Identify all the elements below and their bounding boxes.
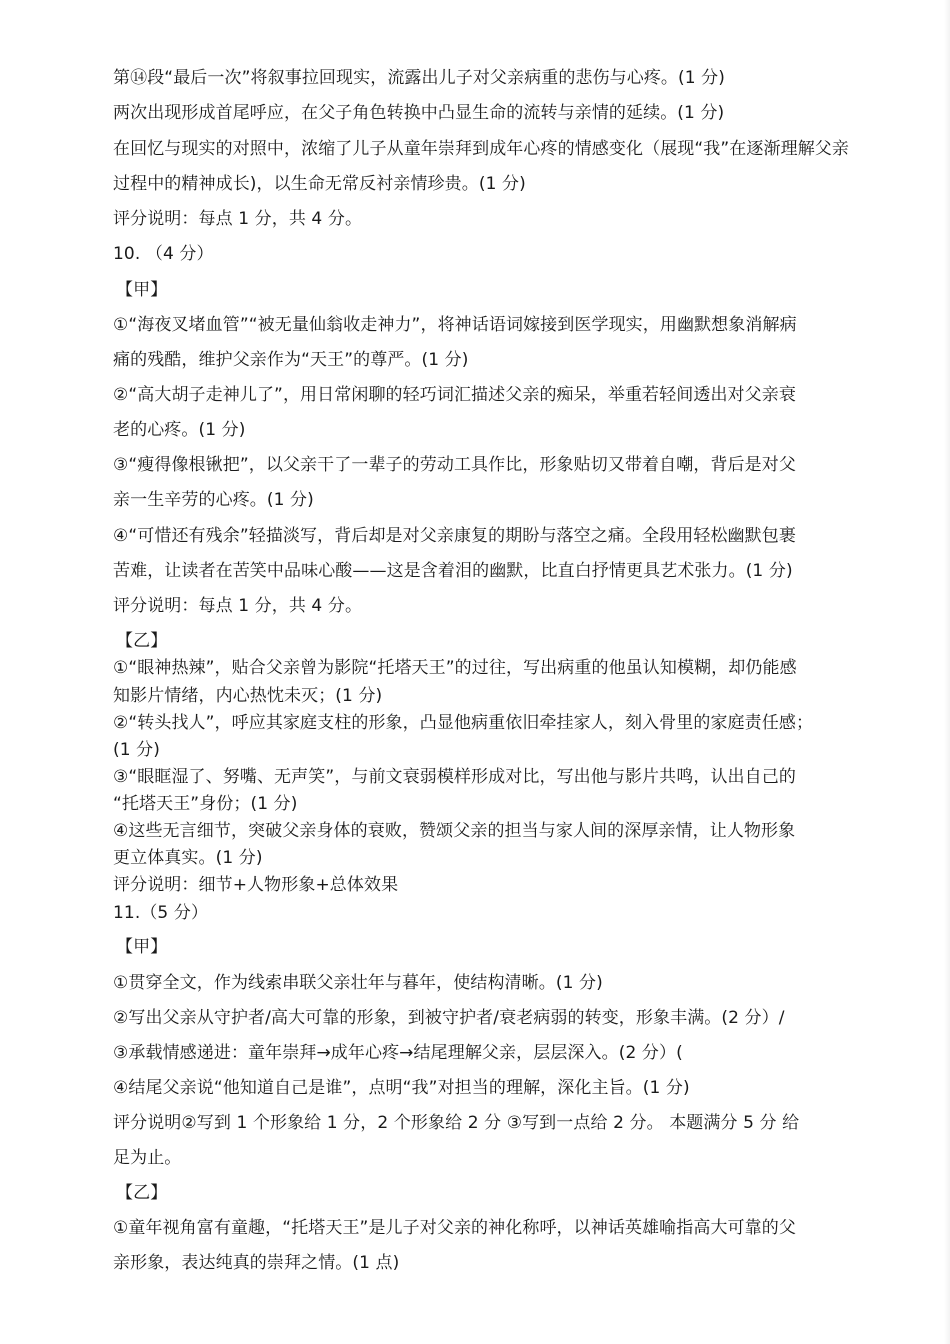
text-line: 老的心疼。(1 分) — [113, 420, 246, 440]
text-line: ③“瘦得像根锹把”，以父亲干了一辈子的劳动工具作比，形象贴切又带着自嘲，背后是对父 — [113, 455, 796, 475]
text-line: ①贯穿全文，作为线索串联父亲壮年与暮年，使结构清晰。(1 分) — [113, 973, 603, 993]
text-line: ①童年视角富有童趣，“托塔天王”是儿子对父亲的神化称呼，以神话英雄喻指高大可靠的父 — [113, 1218, 796, 1238]
text-line: ②写出父亲从守护者/高大可靠的形象，到被守护者/衰老病弱的转变，形象丰满。(2 分）/ — [113, 1008, 785, 1028]
scoring-note: 评分说明：细节+人物形象+总体效果 — [113, 875, 399, 895]
scoring-note: 评分说明：每点 1 分，共 4 分。 — [113, 209, 363, 229]
question-number: 11.（5 分） — [113, 903, 209, 923]
section-heading-jia: 【甲】 — [116, 937, 168, 957]
section-heading-yi: 【乙】 — [116, 631, 168, 651]
section-heading-jia: 【甲】 — [116, 280, 168, 300]
text-line: ②“高大胡子走神儿了”，用日常闲聊的轻巧词汇描述父亲的痴呆，举重若轻间透出对父亲衰 — [113, 385, 796, 405]
text-line: 第⑭段“最后一次”将叙事拉回现实，流露出儿子对父亲病重的悲伤与心疼。(1 分) — [113, 68, 725, 88]
text-line: “托塔天王”身份；(1 分) — [113, 794, 298, 814]
section-heading-yi: 【乙】 — [116, 1183, 168, 1203]
text-line: 两次出现形成首尾呼应，在父子角色转换中凸显生命的流转与亲情的延续。(1 分) — [113, 103, 725, 123]
text-line: 苦难，让读者在苦笑中品味心酸——这是含着泪的幽默，比直白抒情更具艺术张力。(1 分) — [113, 561, 793, 581]
text-line: 亲一生辛劳的心疼。(1 分) — [113, 490, 314, 510]
text-line: ③承载情感递进：童年崇拜→成年心疼→结尾理解父亲，层层深入。(2 分）( — [113, 1043, 683, 1063]
text-line: 痛的残酷，维护父亲作为“天王”的尊严。(1 分) — [113, 350, 469, 370]
scan-edge-shadow — [944, 0, 950, 1344]
scoring-note: 评分说明：每点 1 分，共 4 分。 — [113, 596, 363, 616]
scoring-note: 足为止。 — [113, 1148, 182, 1168]
text-line: ④结尾父亲说“他知道自己是谁”，点明“我”对担当的理解，深化主旨。(1 分) — [113, 1078, 690, 1098]
scoring-note: 评分说明②写到 1 个形象给 1 分，2 个形象给 2 分 ③写到一点给 2 分。 本题满分 5 分 给 — [113, 1113, 800, 1133]
text-line: ④这些无言细节，突破父亲身体的衰败，赞颂父亲的担当与家人间的深厚亲情，让人物形象 — [113, 821, 796, 841]
text-line: 在回忆与现实的对照中，浓缩了儿子从童年崇拜到成年心疼的情感变化（展现“我”在逐渐理解父亲 — [113, 139, 850, 159]
text-line: ③“眼眶湿了、努嘴、无声笑”，与前文衰弱模样形成对比，写出他与影片共鸣，认出自己的 — [113, 767, 796, 787]
text-line: ②“转头找人”，呼应其家庭支柱的形象，凸显他病重依旧牵挂家人，刻入骨里的家庭责任感； — [113, 713, 814, 733]
question-number: 10. （4 分） — [113, 244, 214, 264]
text-line: ①“眼神热辣”，贴合父亲曾为影院“托塔天王”的过往，写出病重的他虽认知模糊，却仍能感 — [113, 658, 797, 678]
text-line: ①“海夜叉堵血管”“被无量仙翁收走神力”，将神话语词嫁接到医学现实，用幽默想象消解病 — [113, 315, 797, 335]
text-line: 过程中的精神成长)，以生命无常反衬亲情珍贵。(1 分) — [113, 174, 526, 194]
text-line: ④“可惜还有残余”轻描淡写，背后却是对父亲康复的期盼与落空之痛。全段用轻松幽默包裹 — [113, 526, 796, 546]
text-line: 亲形象，表达纯真的崇拜之情。(1 点) — [113, 1253, 400, 1273]
text-line: 知影片情绪，内心热忱未灭；(1 分) — [113, 686, 383, 706]
text-line: (1 分) — [113, 740, 160, 760]
text-line: 更立体真实。(1 分) — [113, 848, 263, 868]
